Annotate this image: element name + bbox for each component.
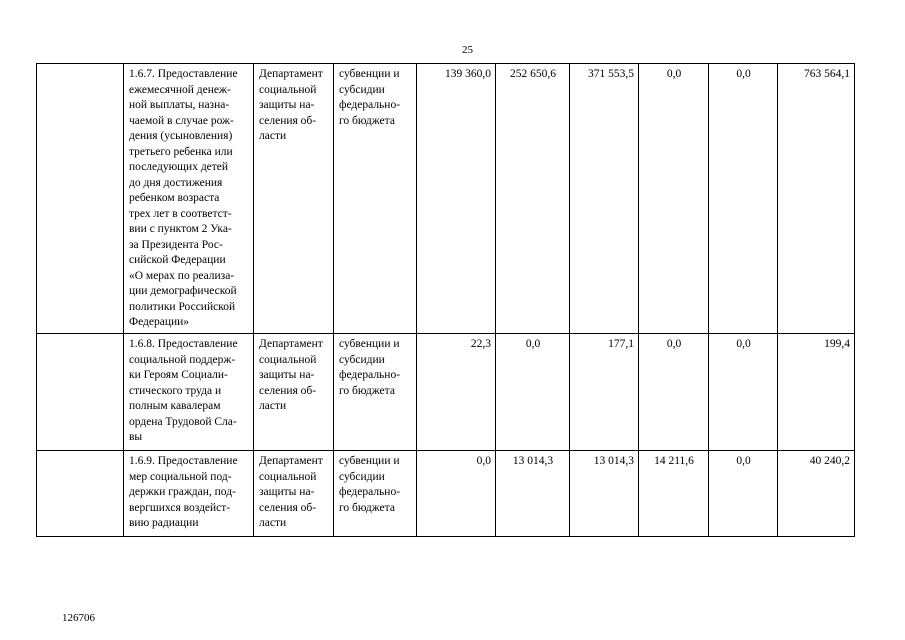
year-value-cell: 139 360,0 [417,64,496,334]
responsible-department-cell-line: селения об- [259,384,317,397]
funding-source-cell-line: субвенции и [339,338,400,350]
funding-source-cell [334,451,417,537]
responsible-department-cell-line: ласти [259,400,287,412]
responsible-department-cell-line: защиты на- [259,369,315,381]
funding-source-cell-line: го бюджета [339,114,395,127]
activity-name-cell-line: мер социальной под- [129,470,232,483]
funding-source-cell-line: федерально- [339,369,401,381]
program-activities-table [36,63,855,537]
funding-source-cell-line: субсидии [339,470,385,483]
activity-name-cell-line: третьего ребенка или [129,145,233,158]
table-body [37,64,855,537]
total-value-cell: 763 564,1 [778,64,855,334]
activity-name-cell-line: ции демографической [129,285,237,297]
funding-source-cell-line: субсидии [339,83,385,96]
responsible-department-cell-line: защиты на- [259,99,315,111]
table-row [37,64,855,334]
activity-name-cell-line: вы [129,431,143,443]
activity-name-cell-line: ежемесячной денеж- [129,83,231,96]
activity-name-cell-line: до дня достижения [129,176,223,189]
responsible-department-cell-line: Департамент [259,455,323,467]
activity-name-cell-line: 1.6.7. Предоставление [129,68,238,80]
responsible-department-cell-line: социальной [259,353,317,366]
activity-name-cell [124,64,254,334]
responsible-department-cell-line: социальной [259,83,317,96]
responsible-department-cell-line: ласти [259,517,287,529]
year-value-cell: 0,0 [709,334,778,451]
responsible-department-cell-line: защиты на- [259,486,315,498]
activity-name-cell-line: вию радиации [129,517,199,529]
year-value-cell: 0,0 [709,64,778,334]
activity-name-cell [124,334,254,451]
row-blank-cell [37,64,124,334]
responsible-department-cell [254,451,334,537]
funding-source-cell-line: федерально- [339,486,401,498]
activity-name-cell-line: социальной поддерж- [129,353,236,366]
activity-name-cell-line: дения (усыновления) [129,130,233,142]
funding-source-cell [334,334,417,451]
page-number: 25 [462,44,473,56]
responsible-department-cell-line: социальной [259,470,317,483]
activity-name-cell-line: 1.6.9. Предоставление [129,455,238,467]
year-value-cell: 0,0 [639,64,709,334]
activity-name-cell-line: за Президента Рос- [129,238,223,251]
total-value-cell: 199,4 [778,334,855,451]
funding-source-cell-line: го бюджета [339,384,395,397]
activity-name-cell-line: последующих детей [129,161,229,173]
responsible-department-cell [254,334,334,451]
activity-name-cell-line: вии с пунктом 2 Ука- [129,223,232,235]
activity-name-cell-line: стического труда и [129,384,222,397]
table-row [37,451,855,537]
row-blank-cell [37,451,124,537]
funding-source-cell-line: субвенции и [339,68,400,80]
responsible-department-cell-line: ласти [259,130,287,142]
year-value-cell: 22,3 [417,334,496,451]
activity-name-cell-line: Федерации» [129,316,190,328]
year-value-cell: 0,0 [639,334,709,451]
funding-source-cell [334,64,417,334]
funding-source-cell-line: субсидии [339,353,385,366]
responsible-department-cell-line: Департамент [259,338,323,350]
activity-name-cell-line: чаемой в случае рож- [129,114,234,127]
activity-name-cell-line: политики Российской [129,300,236,313]
activity-name-cell-line: ребенком возраста [129,192,220,204]
year-value-cell: 14 211,6 [639,451,709,537]
activity-name-cell-line: ордена Трудовой Сла- [129,415,237,428]
responsible-department-cell-line: селения об- [259,501,317,514]
row-blank-cell [37,334,124,451]
year-value-cell: 0,0 [709,451,778,537]
responsible-department-cell-line: Департамент [259,68,323,80]
activity-name-cell-line: вергшихся воздейст- [129,501,231,514]
activity-name-cell-line: держки граждан, под- [129,486,236,498]
activity-name-cell-line: 1.6.8. Предоставление [129,338,238,350]
year-value-cell: 177,1 [570,334,639,451]
year-value-cell: 0,0 [417,451,496,537]
total-value-cell: 40 240,2 [778,451,855,537]
responsible-department-cell [254,64,334,334]
activity-name-cell [124,451,254,537]
responsible-department-cell-line: селения об- [259,114,317,127]
activity-name-cell-line: полным кавалерам [129,400,221,412]
activity-name-cell-line: трех лет в соответст- [129,207,232,220]
document-code: 126706 [62,612,95,624]
year-value-cell: 13 014,3 [570,451,639,537]
year-value-cell: 371 553,5 [570,64,639,334]
activity-name-cell-line: ки Героям Социали- [129,369,228,381]
year-value-cell: 13 014,3 [496,451,570,537]
year-value-cell: 252 650,6 [496,64,570,334]
funding-source-cell-line: го бюджета [339,501,395,514]
table-row [37,334,855,451]
activity-name-cell-line: «О мерах по реализа- [129,269,235,282]
activity-name-cell-line: ной выплаты, назна- [129,99,230,111]
funding-source-cell-line: субвенции и [339,455,400,467]
activity-name-cell-line: сийской Федерации [129,254,226,266]
year-value-cell: 0,0 [496,334,570,451]
funding-source-cell-line: федерально- [339,99,401,111]
